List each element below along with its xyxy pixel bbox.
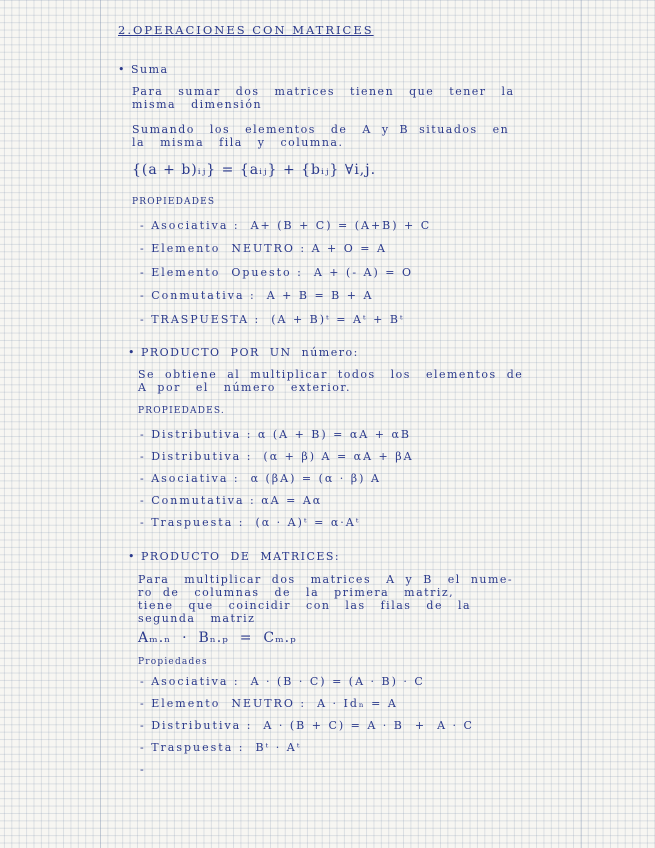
section-heading-producto-numero: • PRODUCTO POR UN número: bbox=[128, 346, 359, 359]
producto-matrices-property: - bbox=[140, 763, 146, 776]
suma-text-line: Sumando los elementos de A y B situados en bbox=[132, 123, 510, 136]
producto-numero-property: - Traspuesta : (α · A)ᵗ = α·Aᵗ bbox=[140, 516, 361, 529]
producto-numero-property: - Distributiva : α (A + B) = αA + αB bbox=[140, 428, 411, 441]
producto-matrices-property: - Traspuesta : Bᵗ · Aᵗ bbox=[140, 741, 302, 754]
suma-text-line: la misma fila y columna. bbox=[132, 136, 344, 149]
suma-property: - TRASPUESTA : (A + B)ᵗ = Aᵗ + Bᵗ bbox=[140, 313, 405, 326]
producto-numero-property: - Conmutativa : αA = Aα bbox=[140, 494, 323, 507]
producto-matrices-property: - Elemento NEUTRO : A · Idₙ = A bbox=[140, 697, 398, 710]
producto-numero-property: - Asociativa : α (βA) = (α · β) A bbox=[140, 472, 381, 485]
producto-numero-property: - Distributiva : (α + β) A = αA + βA bbox=[140, 450, 414, 463]
suma-formula: {(a + b)ᵢⱼ} = {aᵢⱼ} + {bᵢⱼ} ∀i,j. bbox=[132, 162, 377, 178]
section-heading-suma: • Suma bbox=[118, 63, 169, 76]
producto-matrices-property: - Distributiva : A · (B + C) = A · B + A · C bbox=[140, 719, 474, 732]
producto-matrices-formula: Aₘ.ₙ · Bₙ.ₚ = Cₘ.ₚ bbox=[138, 630, 297, 646]
producto-matrices-text-line: segunda matriz bbox=[138, 612, 256, 625]
page-title: 2.OPERACIONES CON MATRICES bbox=[118, 23, 374, 37]
suma-property: - Conmutativa : A + B = B + A bbox=[140, 289, 374, 302]
producto-numero-text-line: A por el número exterior. bbox=[138, 381, 351, 394]
producto-matrices-text-line: ro de columnas de la primera matriz, bbox=[138, 586, 455, 599]
suma-property: - Elemento NEUTRO : A + O = A bbox=[140, 242, 387, 255]
suma-property: - Elemento Opuesto : A + (- A) = O bbox=[140, 266, 413, 279]
producto-matrices-text-line: tiene que coincidir con las filas de la bbox=[138, 599, 472, 612]
suma-text-line: Para sumar dos matrices tienen que tener la bbox=[132, 85, 515, 98]
producto-numero-text-line: Se obtiene al multiplicar todos los elementos de bbox=[138, 368, 524, 381]
suma-text-line: misma dimensión bbox=[132, 98, 263, 111]
producto-matrices-property: - Asociativa : A · (B · C) = (A · B) · C bbox=[140, 675, 425, 688]
producto-matrices-text-line: Para multiplicar dos matrices A y B el nume- bbox=[138, 573, 514, 586]
suma-property: - Asociativa : A+ (B + C) = (A+B) + C bbox=[140, 219, 432, 232]
suma-props-heading: PROPIEDADES bbox=[132, 197, 216, 207]
section-heading-producto-matrices: • PRODUCTO DE MATRICES: bbox=[128, 550, 341, 563]
producto-matrices-props-heading: Propiedades bbox=[138, 657, 208, 667]
producto-numero-props-heading: PROPIEDADES. bbox=[138, 406, 225, 416]
